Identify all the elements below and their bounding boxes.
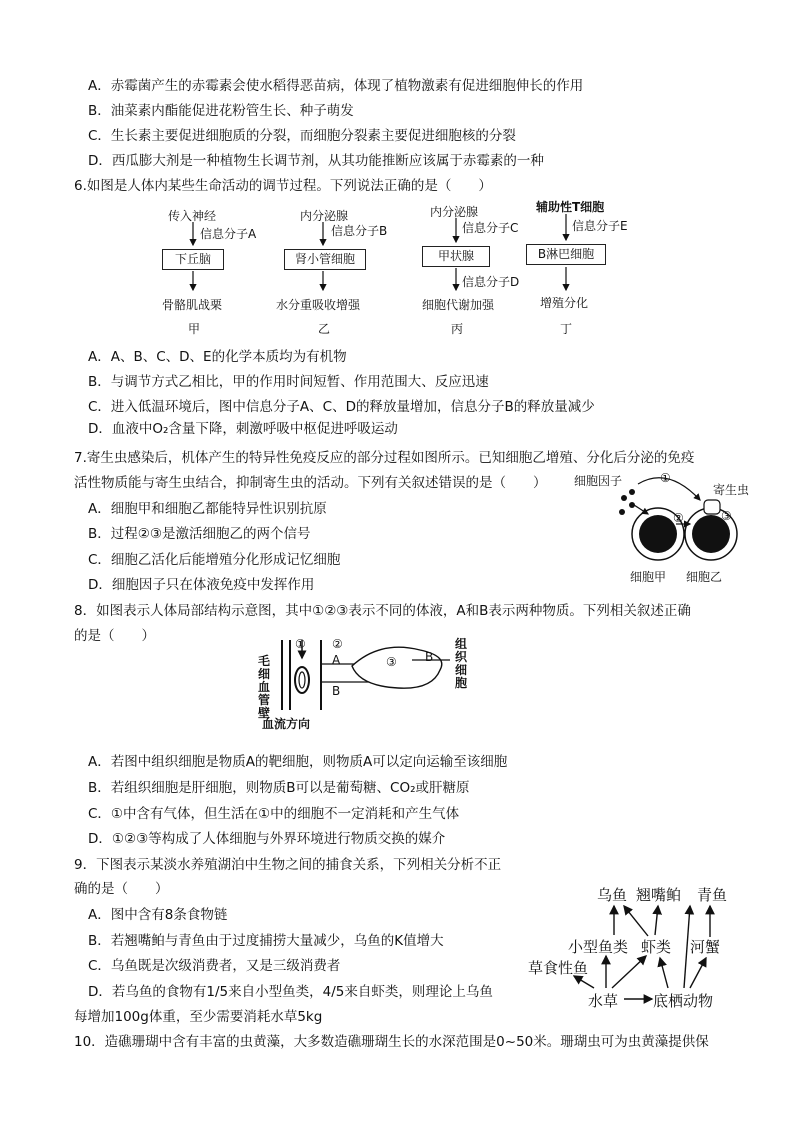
q9-option-d: D．若乌鱼的食物有1/5来自小型鱼类，4/5来自虾类，则理论上乌鱼: [88, 984, 493, 1000]
q9-node-wuyu: 乌鱼: [597, 886, 628, 904]
q7-cell-factor-label: 细胞因子: [574, 474, 623, 488]
q9-option-a: A．图中含有8条食物链: [88, 907, 228, 923]
q6-yi-source: 内分泌腺: [300, 209, 349, 223]
q7-stem-line2: 活性物质能与寄生虫结合，抑制寄生虫的活动。下列有关叙述错误的是（ ）: [74, 475, 547, 491]
q6-bing-signal: 信息分子C: [462, 221, 519, 235]
q8-option-b: B．若组织细胞是肝细胞，则物质B可以是葡萄糖、CO₂或肝糖原: [88, 780, 470, 796]
q6-jia-label: 甲: [188, 322, 201, 336]
q5-option-b: B．油菜素内酯能促进花粉管生长、种子萌发: [88, 103, 354, 119]
q7-step1-label: ①: [660, 471, 671, 485]
q8-capillary-wall-label: 毛细血管壁: [258, 654, 271, 720]
q7-step3-label: ③: [721, 509, 732, 523]
q6-bing-label: 丙: [451, 322, 464, 336]
q6-ding-label: 丁: [560, 322, 573, 336]
q8-substance-a-label: A: [332, 653, 341, 667]
q8-substance-b-label-2: B: [425, 650, 434, 664]
q7-cell-b-label: 细胞乙: [686, 570, 723, 584]
q6-jia-signal: 信息分子A: [200, 227, 257, 241]
q7-step2-label: ②: [673, 511, 684, 525]
q8-fluid1-label: ①: [295, 637, 306, 651]
q6-option-a: A．A、B、C、D、E的化学本质均为有机物: [88, 349, 347, 365]
q9-node-xialei: 虾类: [641, 938, 672, 956]
q9-node-caoyu: 草食性鱼: [528, 959, 589, 977]
q8-option-c: C．①中含有气体，但生活在①中的细胞不一定消耗和产生气体: [88, 806, 460, 822]
q6-stem: 6.如图是人体内某些生命活动的调节过程。下列说法正确的是（ ）: [74, 178, 492, 194]
q8-fluid2-label: ②: [332, 637, 343, 651]
q8-fluid3-label: ③: [386, 655, 397, 669]
q10-stem: 10．造礁珊瑚中含有丰富的虫黄藻，大多数造礁珊瑚生长的水深范围是0~50米。珊瑚虫可为虫黄藻提供保: [74, 1034, 709, 1050]
q6-option-b: B．与调节方式乙相比，甲的作用时间短暂、作用范围大、反应迅速: [88, 374, 489, 390]
q6-bing-signal2: 信息分子D: [462, 275, 520, 289]
q9-node-xiaoyu: 小型鱼类: [568, 938, 629, 956]
q7-option-d: D．细胞因子只在体液免疫中发挥作用: [88, 577, 315, 593]
q6-jia-source: 传入神经: [168, 209, 217, 223]
q6-bing-organ: 甲状腺: [422, 246, 490, 267]
q9-node-hexie: 河蟹: [690, 938, 721, 956]
q8-blood-flow-label: 血流方向: [262, 717, 311, 731]
q9-option-c: C．乌鱼既是次级消费者，又是三级消费者: [88, 958, 341, 974]
q6-jia-effect: 骨骼肌战栗: [162, 298, 223, 312]
q9-node-diqi: 底栖动物: [653, 992, 714, 1010]
q5-option-d: D．西瓜膨大剂是一种植物生长调节剂，从其功能推断应该属于赤霉素的一种: [88, 153, 544, 169]
q5-option-c: C．生长素主要促进细胞质的分裂，而细胞分裂素主要促进细胞核的分裂: [88, 128, 516, 144]
q9-stem-line2: 确的是（ ）: [74, 881, 169, 897]
q6-ding-signal: 信息分子E: [572, 219, 628, 233]
q7-option-a: A．细胞甲和细胞乙都能特异性识别抗原: [88, 501, 327, 517]
q7-option-c: C．细胞乙活化后能增殖分化形成记忆细胞: [88, 552, 341, 568]
q6-ding-effect: 增殖分化: [540, 296, 589, 310]
q9-option-b: B．若翘嘴鲌与青鱼由于过度捕捞大量减少，乌鱼的K值增大: [88, 933, 444, 949]
q6-yi-effect: 水分重吸收增强: [276, 298, 361, 312]
q7-stem-line1: 7.寄生虫感染后，机体产生的特异性免疫反应的部分过程如图所示。已知细胞乙增殖、分化后分泌的免疫: [74, 450, 695, 466]
q6-yi-organ: 肾小管细胞: [284, 249, 366, 270]
q8-option-a: A．若图中组织细胞是物质A的靶细胞，则物质A可以定向运输至该细胞: [88, 754, 508, 770]
q7-cell-a-label: 细胞甲: [630, 570, 667, 584]
q6-option-c: C．进入低温环境后，图中信息分子A、C、D的释放量增加，信息分子B的释放量减少: [88, 399, 595, 415]
q6-yi-signal: 信息分子B: [331, 224, 388, 238]
q6-option-d: D．血液中O₂含量下降，刺激呼吸中枢促进呼吸运动: [88, 421, 398, 437]
q8-substance-b-label: B: [332, 684, 341, 698]
q9-node-shuicao: 水草: [588, 992, 619, 1010]
q6-ding-organ: B淋巴细胞: [526, 244, 606, 265]
q8-tissue-cell-label: 组织细胞: [455, 637, 468, 690]
q8-stem-line2: 的是（ ）: [74, 628, 155, 644]
q5-option-a: A．赤霉菌产生的赤霉素会使水稻得恶苗病，体现了植物激素有促进细胞伸长的作用: [88, 78, 584, 94]
q9-node-fanzuibo: 翘嘴鲌: [636, 886, 682, 904]
q9-stem-line1: 9．下图表示某淡水养殖湖泊中生物之间的捕食关系，下列相关分析不正: [74, 857, 502, 873]
q7-parasite-label: 寄生虫: [713, 483, 750, 497]
q6-jia-organ: 下丘脑: [162, 249, 224, 270]
q8-option-d: D．①②③等构成了人体细胞与外界环境进行物质交换的媒介: [88, 831, 446, 847]
q9-node-qingyu: 青鱼: [697, 886, 728, 904]
q6-yi-label: 乙: [318, 322, 331, 336]
q9-option-d-continued: 每增加100g体重，至少需要消耗水草5kg: [74, 1009, 323, 1025]
q8-stem-line1: 8．如图表示人体局部结构示意图，其中①②③表示不同的体液，A和B表示两种物质。下列相关叙述正确: [74, 603, 691, 619]
q6-bing-effect: 细胞代谢加强: [422, 298, 495, 312]
q6-ding-source: 辅助性T细胞: [536, 200, 605, 214]
q6-bing-source: 内分泌腺: [430, 205, 479, 219]
q7-option-b: B．过程②③是激活细胞乙的两个信号: [88, 526, 311, 542]
